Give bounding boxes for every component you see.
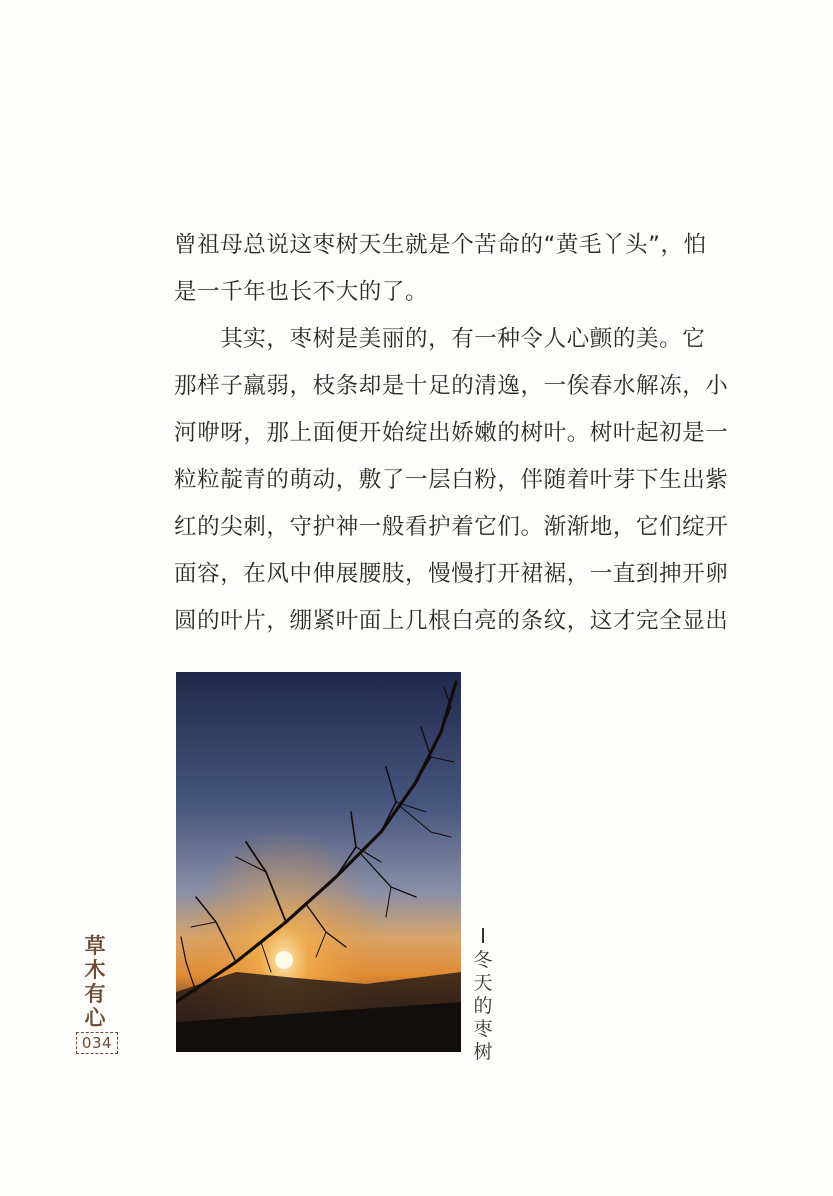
caption-dash: [482, 928, 484, 943]
sunset-branch-photo: [176, 672, 461, 1052]
photo-caption: [468, 928, 498, 1064]
caption-text: 冬天的枣树: [473, 949, 493, 1063]
body-line: 圆的叶片，绷紧叶面上几根白亮的条纹，这才完全显出: [174, 608, 729, 634]
body-line: 是一千年也长不大的了。: [174, 279, 429, 305]
body-line: 河咿呀，那上面便开始绽出娇嫩的树叶。树叶起初是一: [174, 420, 729, 446]
body-line: 曾祖母总说这枣树天生就是个苦命的“黄毛丫头”，怕: [174, 232, 707, 258]
body-line: 粒粒靛青的萌动，敷了一层白粉，伴随着叶芽下生出紫: [174, 467, 729, 493]
body-text: [174, 222, 729, 645]
running-title: 草木有心: [84, 934, 106, 1030]
sun: [275, 951, 293, 969]
page-number: 034: [76, 1032, 118, 1054]
body-line: 那样子羸弱，枝条却是十足的清逸，一俟春水解冻，小: [174, 373, 729, 399]
body-line: 面容，在风中伸展腰肢，慢慢打开裙裾，一直到抻开卵: [174, 561, 729, 587]
photo-illustration: [176, 672, 461, 1052]
body-line: 红的尖刺，守护神一般看护着它们。渐渐地，它们绽开: [174, 514, 729, 540]
body-line: 其实，枣树是美丽的，有一种令人心颤的美。它: [174, 326, 706, 352]
